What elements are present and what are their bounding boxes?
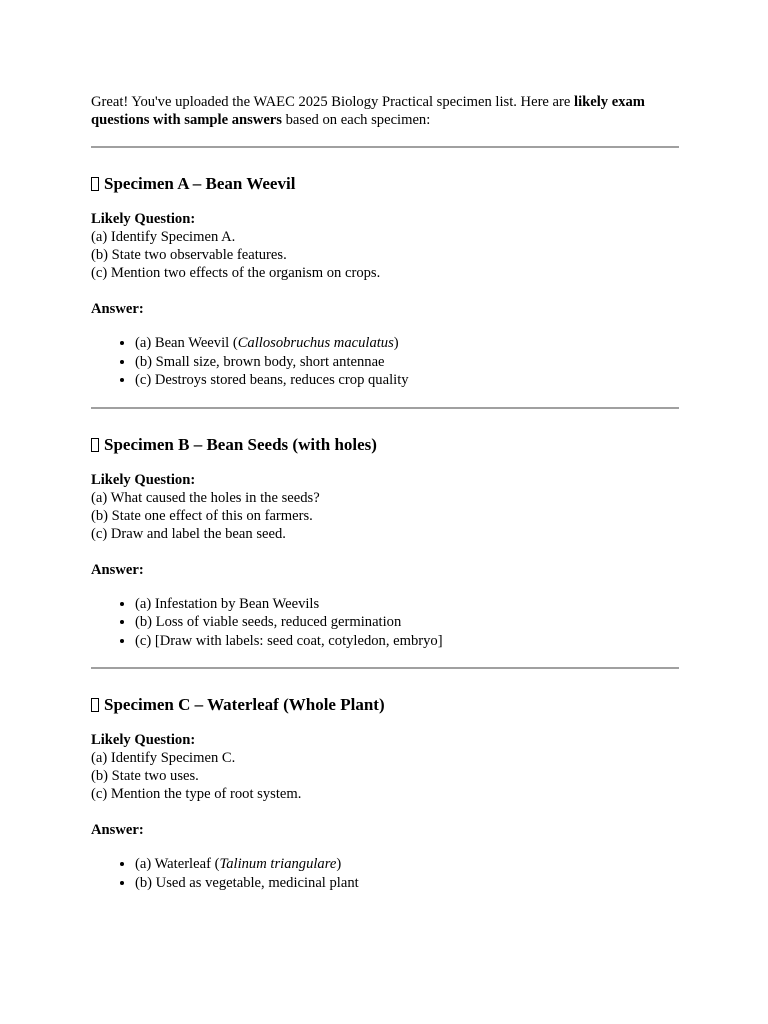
- answer-item: [135, 874, 679, 893]
- question-line: (c) Mention two effects of the organism on crops.: [91, 265, 381, 281]
- specimen-b-section: [91, 435, 679, 651]
- section-heading: [91, 174, 679, 194]
- answer-text-end: ): [393, 335, 399, 351]
- question-line: (a) Identify Specimen A.: [91, 229, 236, 245]
- question-label: Likely Question:: [91, 471, 196, 488]
- specimen-a-section: [91, 174, 679, 390]
- scientific-name: Talinum triangulare: [219, 856, 337, 872]
- answer-text: (b) Loss of viable seeds, reduced germination: [135, 614, 402, 630]
- question-block: [91, 731, 679, 803]
- section-heading: [91, 435, 679, 455]
- intro-suffix: based on each specimen:: [281, 112, 431, 128]
- answer-text: (a) Waterleaf (: [135, 856, 220, 872]
- answer-label: Answer:: [91, 822, 144, 838]
- answer-item: [135, 613, 679, 632]
- answer-item: [135, 595, 679, 614]
- answer-label: Answer:: [91, 561, 144, 578]
- missing-glyph-icon: [91, 438, 99, 452]
- question-line: (b) State two uses.: [91, 768, 199, 784]
- answer-label: Answer:: [91, 301, 144, 317]
- answer-list: [91, 334, 679, 390]
- question-line: (a) What caused the holes in the seeds?: [91, 489, 320, 506]
- answer-text: (a) Bean Weevil (: [135, 335, 238, 351]
- section-divider: [91, 407, 679, 409]
- intro-bold-text: likely exam questions with sample answers: [91, 94, 645, 128]
- question-label: Likely Question:: [91, 732, 196, 748]
- answer-item: [135, 632, 679, 651]
- answer-text: (a) Infestation by Bean Weevils: [135, 595, 320, 612]
- question-line: (b) State one effect of this on farmers.: [91, 507, 313, 524]
- section-title-text: Specimen C – Waterleaf (Whole Plant): [104, 695, 385, 714]
- question-line: (c) Mention the type of root system.: [91, 786, 302, 802]
- answer-item: [135, 334, 679, 353]
- question-line: (a) Identify Specimen C.: [91, 750, 236, 766]
- document-body: [91, 93, 679, 892]
- answer-text: (b) Used as vegetable, medicinal plant: [135, 874, 359, 891]
- section-heading: [91, 695, 679, 715]
- answer-list: [91, 595, 679, 651]
- question-block: [91, 210, 679, 282]
- answer-item: [135, 353, 679, 372]
- section-title-text: Specimen A – Bean Weevil: [104, 174, 296, 193]
- answer-text: (b) Small size, brown body, short antennae: [135, 353, 385, 370]
- section-title-text: Specimen B – Bean Seeds (with holes): [104, 434, 377, 454]
- question-line: (c) Draw and label the bean seed.: [91, 525, 286, 542]
- question-line: (b) State two observable features.: [91, 247, 287, 263]
- question-label: Likely Question:: [91, 211, 196, 227]
- answer-text: (c) Destroys stored beans, reduces crop quality: [135, 372, 409, 388]
- section-divider: [91, 667, 679, 669]
- specimen-c-section: [91, 695, 679, 892]
- scientific-name: Callosobruchus maculatus: [237, 335, 394, 351]
- answer-text-end: ): [336, 856, 342, 872]
- answer-item: [135, 371, 679, 390]
- intro-text: Great! You've uploaded the WAEC 2025 Biology Practical specimen list. Here are: [91, 94, 575, 110]
- missing-glyph-icon: [91, 177, 99, 191]
- answer-text: (c) [Draw with labels: seed coat, cotyledon, embryo]: [135, 632, 443, 649]
- question-block: [91, 471, 679, 543]
- section-divider: [91, 146, 679, 148]
- intro-paragraph: [91, 93, 679, 129]
- answer-list: [91, 855, 679, 892]
- answer-item: [135, 855, 679, 874]
- missing-glyph-icon: [91, 698, 99, 712]
